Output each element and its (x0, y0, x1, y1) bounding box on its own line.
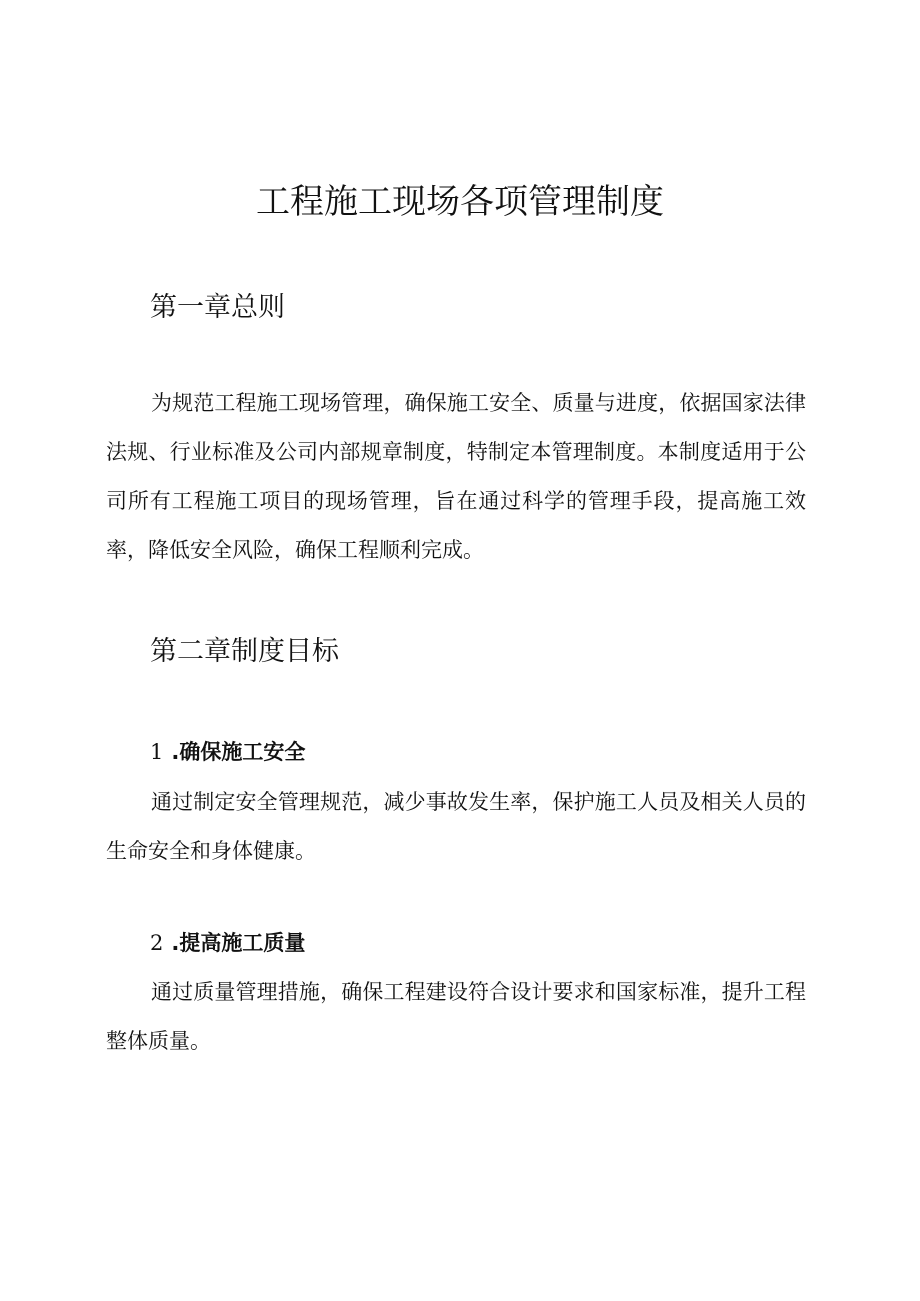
chapter-1-paragraph: 为规范工程施工现场管理，确保施工安全、质量与进度，依据国家法律法规、行业标准及公司内部规章制度，特制定本管理制度。本制度适用于公司所有工程施工项目的现场管理，旨在通过科学的管理手段，提高施工效率，降低安全风险，确保工程顺利完成。 (106, 391, 806, 562)
chapter-2-heading: 第二章制度目标 (150, 636, 339, 667)
section-1-heading (150, 736, 305, 768)
section-1-paragraph: 通过制定安全管理规范，减少事故发生率，保护施工人员及相关人员的生命安全和身体健康。 (106, 790, 806, 863)
chapter-1-heading: 第一章总则 (150, 292, 285, 323)
section-2-paragraph: 通过质量管理措施，确保工程建设符合设计要求和国家标准，提升工程整体质量。 (106, 980, 806, 1053)
document-title: 工程施工现场各项管理制度 (256, 182, 664, 222)
section-1-title: .确保施工安全 (171, 740, 306, 764)
section-2-title: .提高施工质量 (171, 931, 306, 955)
section-2-heading (150, 927, 305, 959)
section-1-number: 1 (150, 740, 164, 764)
section-2-number: 2 (150, 931, 164, 955)
